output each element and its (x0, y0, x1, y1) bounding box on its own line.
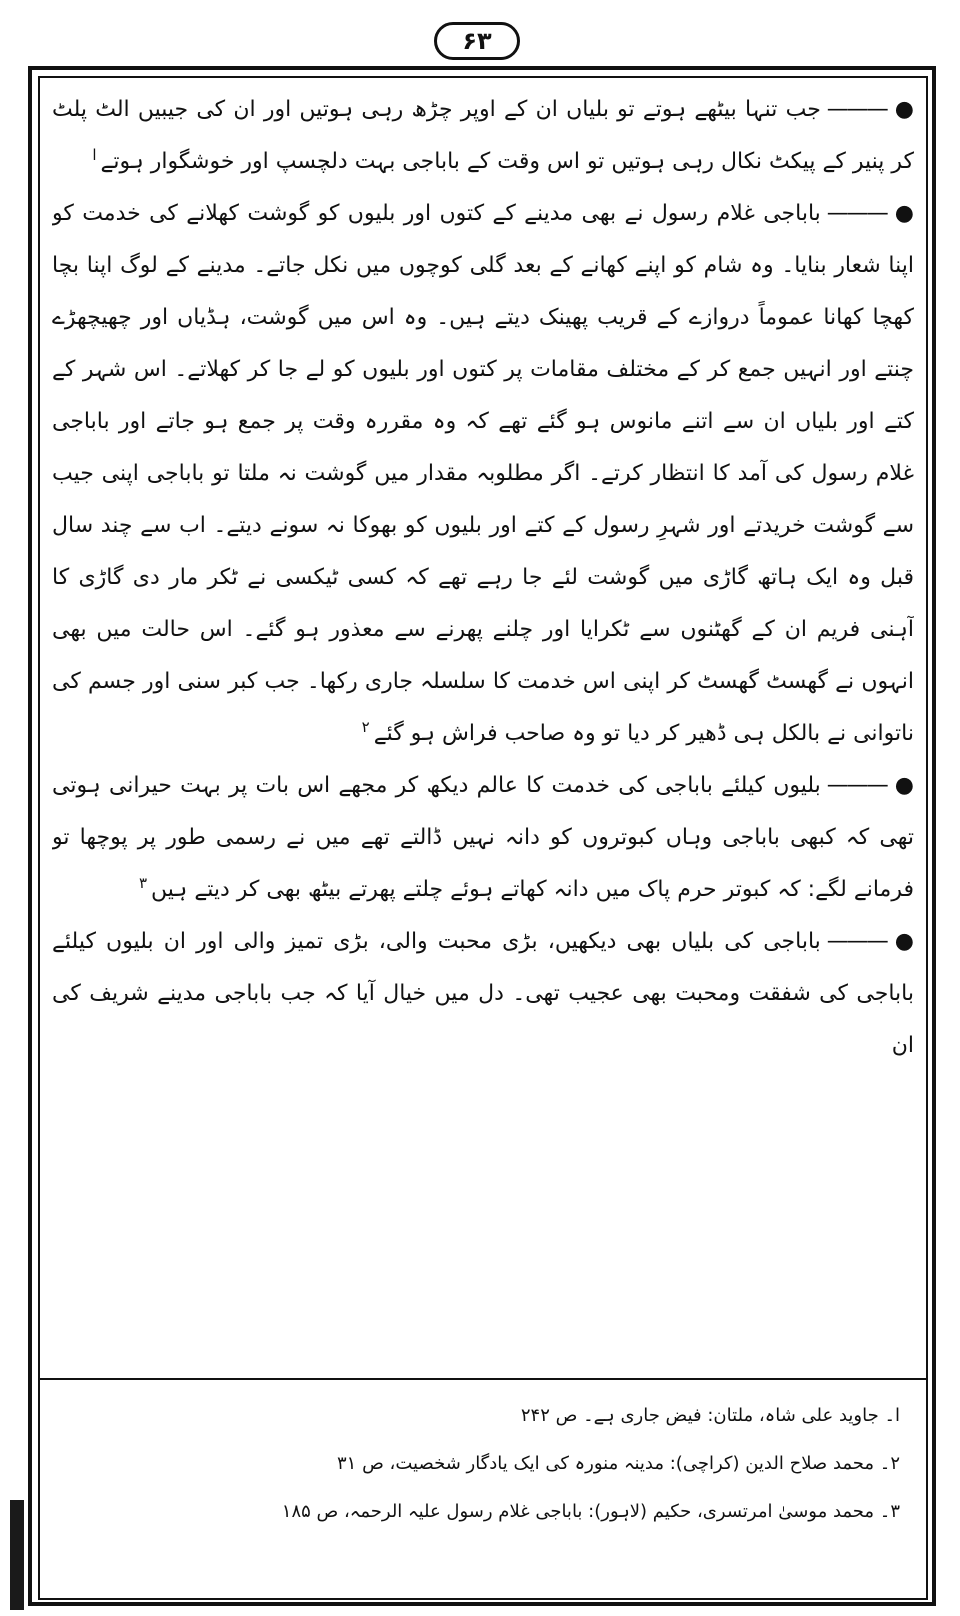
main-text (52, 84, 914, 1372)
em-dash: ——— (826, 201, 887, 226)
paragraph (52, 916, 914, 1072)
page-number: ۶۳ (434, 22, 520, 60)
bullet-icon: ● (894, 201, 914, 226)
footnote: ۳۔ محمد موسیٰ امرتسری، حکیم (لاہور): باباجی غلام رسول علیہ الرحمہ، ص ۱۸۵ (281, 1501, 900, 1522)
em-dash: ——— (826, 773, 887, 798)
footnote-divider (38, 1378, 928, 1380)
footnotes (60, 1392, 900, 1536)
paragraph (52, 760, 914, 916)
paragraph-text: باباجی کی بلیاں بھی دیکھیں، بڑی محبت والی، بڑی تمیز والی اور ان بلیوں کیلئے باباجی کی شفقت ومحبت بھی عجیب تھی۔ دل میں خیال آیا کہ جب باباجی مدینے شریف کی ان (52, 929, 914, 1058)
em-dash: ——— (826, 97, 887, 122)
footnote-ref: ۳ (138, 873, 148, 892)
footnote: ۲۔ محمد صلاح الدین (کراچی): مدینہ منورہ کی ایک یادگار شخصیت، ص ۳۱ (337, 1453, 900, 1474)
paragraph (52, 188, 914, 760)
bullet-icon: ● (894, 773, 914, 798)
footnote-ref: ا (92, 145, 97, 164)
paragraph-text: بلیوں کیلئے باباجی کی خدمت کا عالم دیکھ کر مجھے اس بات پر بہت حیرانی ہوتی تھی کہ کبھی باباجی وہاں کبوتروں کو دانہ نہیں ڈالتے تھے میں نے رسمی طور پر پوچھا تو فرمانے لگے: کہ کبوتر حرم پاک میں دانہ کھاتے ہوئے چلتے پھرتے بیٹھ بھی کر دیتے ہیں (52, 773, 914, 902)
paragraph-text: جب تنہا بیٹھے ہوتے تو بلیاں ان کے اوپر چڑھ رہی ہوتیں اور ان کی جیبیں الٹ پلٹ کر پنیر کے پیکٹ نکال رہی ہوتیں تو اس وقت کے باباجی بہت دلچسپ اور خوشگوار ہوتے (52, 97, 914, 174)
scan-margin-mark (10, 1500, 24, 1610)
paragraph-text: باباجی غلام رسول نے بھی مدینے کے کتوں اور بلیوں کو گوشت کھلانے کی خدمت کو اپنا شعار بنایا۔ وہ شام کو اپنے کھانے کے بعد گلی کوچوں میں نکل جاتے۔ مدینے کے لوگ اپنا بچا کھچا کھانا عموماً دروازے کے قریب پھینک دیتے ہیں۔ وہ اس میں گوشت، ہڈیاں اور چھیچھڑے چنتے اور انہیں جمع کر کے مختلف مقامات پر کتوں اور بلیوں کو لے جا کر کھلاتے۔ اس شہر کے کتے اور بلیاں ان سے اتنے مانوس ہو گئے تھے کہ وہ مقررہ وقت پر جمع ہو جاتے اور باباجی غلام رسول کی آمد کا انتظار کرتے۔ اگر مطلوبہ مقدار میں گوشت نہ ملتا تو باباجی اپنی جیب سے گوشت خریدتے اور شہرِ رسول کے کتے اور بلیوں کو بھوکا نہ سونے دیتے۔ اب سے چند سال قبل وہ ایک ہاتھ گاڑی میں گوشت لئے جا رہے تھے کہ کسی ٹیکسی نے ٹکر مار دی گاڑی کا آہنی فریم ان کے گھٹنوں سے ٹکرایا اور چلنے پھرنے سے معذور ہو گئے۔ اس حالت میں بھی انہوں نے گھسٹ گھسٹ کر اپنی اس خدمت کا سلسلہ جاری رکھا۔ جب کبر سنی اور جسم کی ناتوانی نے بالکل ہی ڈھیر کر دیا تو وہ صاحب فراش ہو گئے (52, 201, 914, 746)
bullet-icon: ● (894, 929, 914, 954)
footnote: ا۔ جاوید علی شاہ، ملتان: فیض جاری ہے۔ ص ۲۴۲ (520, 1405, 900, 1426)
bullet-icon: ● (894, 97, 914, 122)
paragraph (52, 84, 914, 188)
em-dash: ——— (826, 929, 887, 954)
footnote-ref: ۲ (361, 717, 370, 736)
